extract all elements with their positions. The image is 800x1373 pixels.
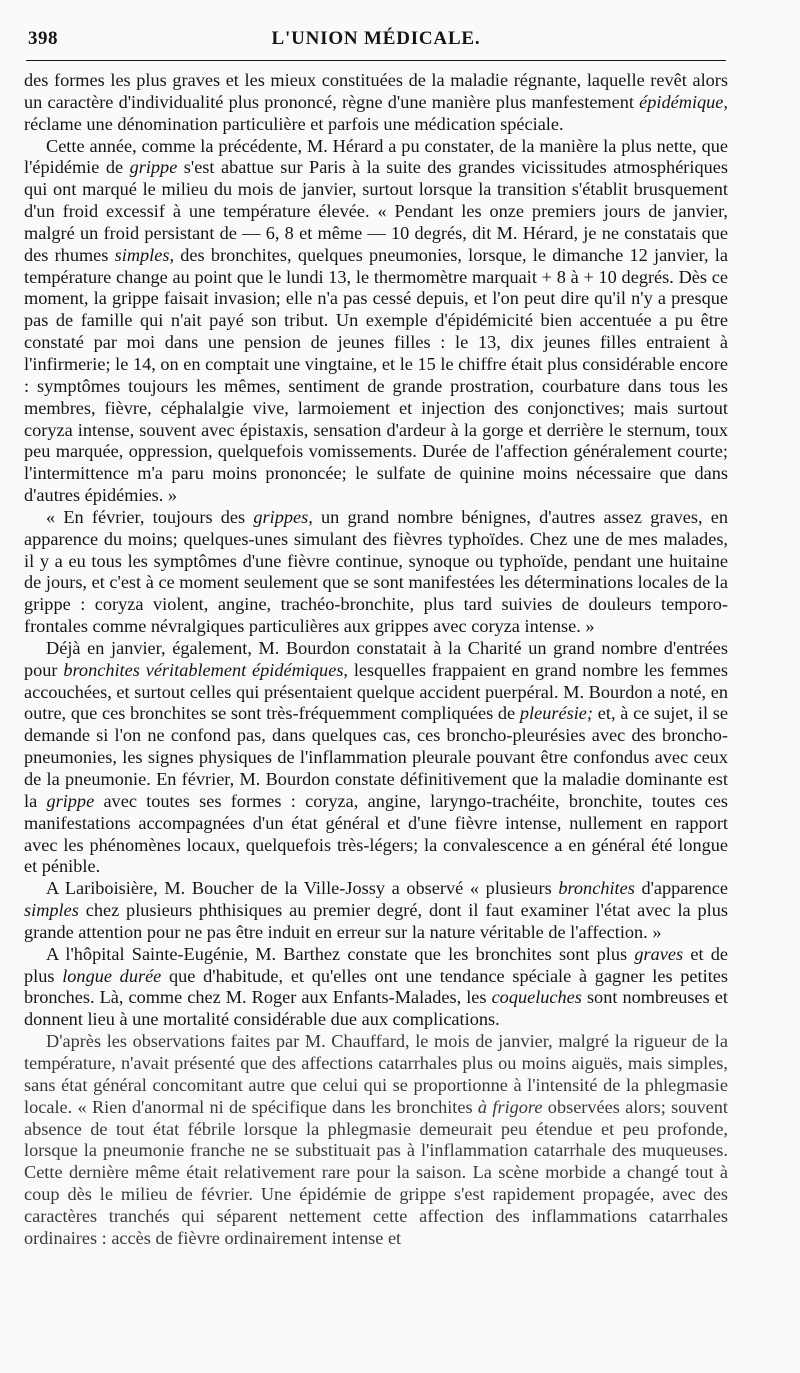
text-run: D'après les observations faites par M. Chauffard, le mois de janvier, malgré la rigueur de la température, n'avait présenté que des affections catarrhales plus ou moins aiguës, mais simples, sans état général concomitant autre que celui qui se proportionne à l'intensité de la phlegmasie locale. « Rien d'anormal ni de spécifique dans les bronchites bbox=[24, 1031, 728, 1117]
text-run: chez plusieurs phthisiques au premier degré, dont il faut examiner l'état avec la plus grande attention pour ne pas être induit en erreur sur la nature véritable de l'affection. » bbox=[24, 900, 728, 942]
text-run: et, à ce sujet, il se demande si l'on ne confond pas, dans quelques cas, ces broncho-pleurésies avec des broncho-pneumonies, les signes physiques de l'inflammation pleurale pouvant être confondus avec ceux de la pneumonie. En février, M. Bourdon constate définitivement que la maladie dominante est la bbox=[24, 703, 728, 811]
italic-run: grippe bbox=[129, 157, 178, 178]
text-run: réclame une dénomination particulière et parfois une médication spéciale. bbox=[24, 113, 564, 134]
text-run: A Lariboisière, M. Boucher de la Ville-Jossy a observé « plusieurs bbox=[46, 878, 559, 899]
paragraph bbox=[24, 1031, 728, 1249]
paragraph bbox=[24, 507, 728, 638]
page-number: 398 bbox=[28, 28, 58, 49]
italic-run: simples, bbox=[114, 244, 175, 265]
paragraph bbox=[24, 638, 728, 878]
italic-run: simples bbox=[24, 900, 79, 921]
italic-run: graves bbox=[634, 943, 684, 964]
text-run: que d'habitude, et qu'elles ont une tendance spéciale à gagner les petites bronches. Là, comme chez M. Roger aux Enfants-Malades, les bbox=[24, 965, 728, 1008]
italic-run: coqueluches bbox=[491, 987, 582, 1008]
paragraph bbox=[24, 136, 728, 507]
text-run: « En février, toujours des bbox=[46, 506, 254, 527]
paragraph bbox=[24, 944, 728, 1031]
text-run: A l'hôpital Sainte-Eugénie, M. Barthez constate que les bronchites sont plus bbox=[46, 943, 635, 964]
italic-run: à frigore bbox=[477, 1096, 543, 1117]
paragraph bbox=[24, 878, 728, 944]
italic-run: grippes, bbox=[253, 506, 313, 527]
running-title: L'UNION MÉDICALE. bbox=[271, 28, 481, 49]
text-run: observées alors; souvent absence de tout état fébrile lorsque la phlegmasie demeurait peu étendue et peu profonde, lorsque la pneumonie franche ne se substituait pas à l'inflammation catarrhale des muqueuses. Cette dernière même était relativement rare pour la saison. La scène morbide a changé tout à coup dès le milieu de février. Une épidémie de grippe s'est rapidement propagée, avec des caractères tranchés qui séparent nettement cette affection des inflammations catarrhales ordinaires : accès de fièvre ordinairement intense et bbox=[24, 1096, 728, 1248]
text-run: avec toutes ses formes : coryza, angine, laryngo-trachéite, bronchite, toutes ces manifestations accompagnées d'un état général et d'une fièvre intense, nullement en rapport avec les phénomènes locaux, quelquefois très-légers; la convalescence a en général été longue et pénible. bbox=[24, 790, 728, 877]
text-run: sont nombreuses et donnent lieu à une mortalité considérable due aux complications. bbox=[24, 987, 728, 1030]
italic-run: bronchites bbox=[558, 878, 635, 899]
text-run: et de plus bbox=[24, 943, 728, 986]
text-run: d'apparence bbox=[634, 878, 728, 899]
text-run: lesquelles frappaient en grand nombre les femmes accouchées, et surtout celles qui présentaient quelque accident puerpéral. M. Bourdon a noté, en outre, que ces bronchites se sont très-fréquemment compliquées de bbox=[24, 659, 728, 724]
text-run: un grand nombre bénignes, d'autres assez graves, en apparence du moins; quelques-unes simulant des fièvres typhoïdes. Chez une de mes malades, il y a eu tous les symptômes d'une fièvre continue, synoque ou typhoïde, pendant une huitaine de jours, et c'est à ce moment seulement que se sont manifestées les déterminations locales de la grippe : coryza violent, angine, trachéo-bronchite, plus tard suivies de douleurs temporo-frontales comme névralgiques particulières aux grippes avec coryza intense. » bbox=[24, 506, 728, 637]
page-header bbox=[26, 22, 726, 56]
italic-run: longue durée bbox=[62, 965, 162, 986]
text-run: Déjà en janvier, également, M. Bourdon constatait à la Charité un grand nombre d'entrées pour bbox=[24, 637, 728, 680]
text-run: des bronchites, quelques pneumonies, lorsque, le dimanche 12 janvier, la température change au point que le lundi 13, le thermomètre marquait + 8 à + 10 degrés. Dès ce moment, la grippe faisait invasion; elle n'a pas cessé depuis, et l'on peut dire qu'il n'y a presque pas de famille qui n'ait payé son tribut. Un exemple d'épidémicité bien accentuée a pu être constaté par moi dans une pension de jeunes filles : le 13, dix jeunes filles entraient à l'infirmerie; le 14, on en comptait une vingtaine, et le 15 le chiffre était plus considérable encore : symptômes toujours les mêmes, sentiment de grande prostration, courbature dans tous les membres, fièvre, céphalalgie vive, larmoiement et injection des conjonctives; mais surtout coryza intense, souvent avec épistaxis, sensation d'ardeur à la gorge et derrière le sternum, toux peu marquée, oppression, quelquefois vomissements. Durée de l'affection généralement courte; l'intermittence m'a paru moins prononcée; le sulfate de quinine moins nécessaire que dans d'autres épidémies. » bbox=[24, 244, 728, 506]
text-run: Cette année, comme la précédente, M. Hérard a pu constater, de la manière la plus nette, que l'épidémie de bbox=[24, 135, 728, 178]
italic-run: pleurésie; bbox=[519, 703, 594, 724]
italic-run: épidémique, bbox=[639, 91, 728, 112]
italic-run: bronchites véritablement épidémiques, bbox=[63, 659, 349, 680]
text-run: des formes les plus graves et les mieux constituées de la maladie régnante, laquelle revêt alors un caractère d'individualité plus prononcé, règne d'une manière plus manfestement bbox=[24, 70, 728, 112]
paragraph bbox=[24, 70, 728, 136]
text-run: s'est abattue sur Paris à la suite des grandes vicissitudes atmosphériques qui ont marqué le milieu du mois de janvier, surtout lorsque la transition s'établit brusquement d'un froid excessif à une température élevée. « Pendant les onze premiers jours de janvier, malgré un froid persistant de — 6, 8 et même — 10 degrés, dit M. Hérard, je ne constatais que des rhumes bbox=[24, 157, 728, 265]
header-rule bbox=[26, 60, 726, 61]
italic-run: grippe bbox=[46, 790, 95, 811]
body-text bbox=[24, 70, 728, 1360]
